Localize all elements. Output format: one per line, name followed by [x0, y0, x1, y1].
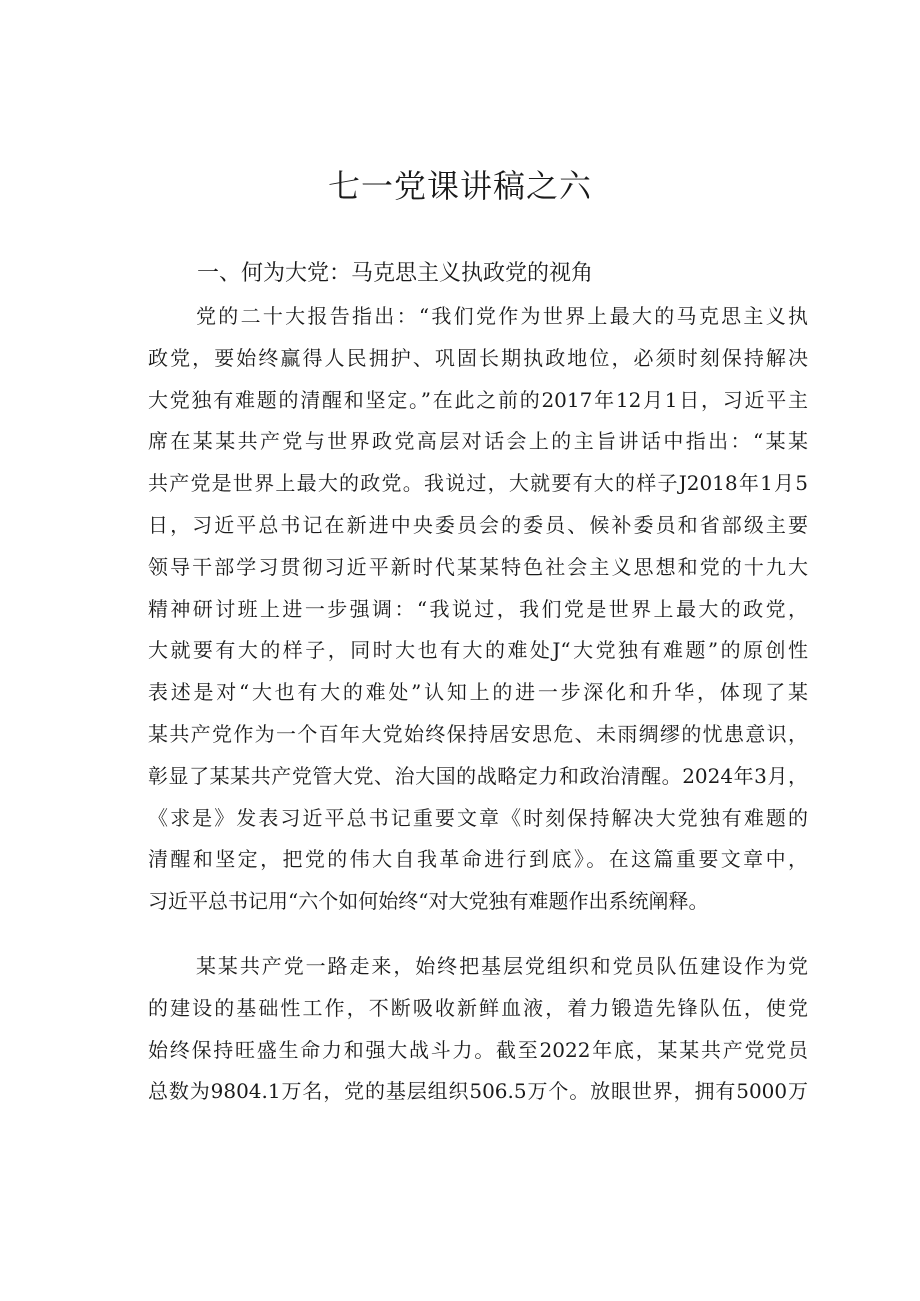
paragraph-line: 始终保持旺盛生命力和强大战斗力。截至2022年底，某某共产党党员: [148, 1037, 808, 1062]
paragraph-line: 日，习近平总书记在新进中央委员会的委员、候补委员和省部级主要: [148, 512, 808, 537]
paragraph-line: 领导干部学习贯彻习近平新时代某某特色社会主义思想和党的十九大: [148, 554, 808, 579]
paragraph-line: 《求是》发表习近平总书记重要文章《时刻保持解决大党独有难题的: [148, 805, 808, 830]
paragraph-line: 表述是对“大也有大的难处”认知上的进一步深化和升华，体现了某: [148, 680, 808, 705]
paragraph-line: 某共产党作为一个百年大党始终保持居安思危、未雨绸缪的忧患意识，: [148, 721, 808, 746]
paragraph-line: 大党独有难题的清醒和坚定。”在此之前的2017年12月1日，习近平主: [148, 387, 808, 412]
paragraph-line: 共产党是世界上最大的政党。我说过，大就要有大的样子J2018年1月5: [148, 471, 808, 496]
paragraph-line: 大就要有大的样子，同时大也有大的难处J“大党独有难题”的原创性: [148, 638, 808, 663]
section-heading: 一、何为大党：马克思主义执政党的视角: [197, 261, 594, 286]
body-paragraph: [148, 946, 808, 1113]
paragraph-line: 某某共产党一路走来，始终把基层党组织和党员队伍建设作为党: [196, 954, 808, 978]
document-title: 七一党课讲稿之六: [327, 167, 592, 205]
body-paragraph: [148, 296, 808, 923]
paragraph-line: 政党，要始终赢得人民拥护、巩固长期执政地位，必须时刻保持解决: [148, 345, 808, 370]
paragraph-line: 党的二十大报告指出：“我们党作为世界上最大的马克思主义执: [196, 304, 808, 328]
paragraph-line: 清醒和坚定，把党的伟大自我革命进行到底》。在这篇重要文章中，: [148, 847, 808, 872]
paragraph-line: 总数为9804.1万名，党的基层组织506.5万个。放眼世界，拥有5000万: [148, 1079, 808, 1104]
paragraph-line: 的建设的基础性工作，不断吸收新鲜血液，着力锻造先锋队伍，使党: [148, 995, 808, 1020]
paragraph-line: 精神研讨班上进一步强调：“我说过，我们党是世界上最大的政党，: [148, 596, 808, 621]
paragraph-line: 习近平总书记用“六个如何始终“对大党独有难题作出系统阐释。: [148, 889, 709, 914]
paragraph-line: 席在某某共产党与世界政党高层对话会上的主旨讲话中指出：“某某: [148, 429, 808, 454]
paragraph-line: 彰显了某某共产党管大党、治大国的战略定力和政治清醒。2024年3月，: [148, 763, 808, 788]
